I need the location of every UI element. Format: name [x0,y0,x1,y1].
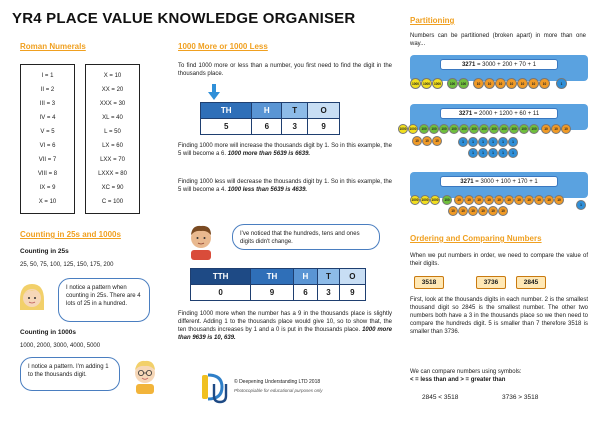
pv-digit-h: 6 [293,285,318,301]
roman-left-item: IX = 9 [39,185,56,191]
one-counter: 1 [488,137,498,147]
pv-digit-tth: 0 [191,285,251,301]
pv-digit-t: 3 [282,119,308,135]
one-counter: 1 [458,137,468,147]
pv-header-th: TH [201,103,252,119]
ten-counter: 10 [504,195,514,205]
pv-digit-t: 3 [318,285,339,301]
nine-explanation [178,310,392,342]
pv-header-h: H [252,103,282,119]
number-box-3: 2845 [516,276,546,289]
thousand-counter: 1000 [421,78,432,89]
pv-digit-o: 9 [339,285,365,301]
place-value-table-2 [190,268,366,301]
less-explanation [178,178,392,194]
hundred-counter: 100 [489,124,499,134]
ten-counter: 10 [514,195,524,205]
roman-right-item: LXX = 70 [100,157,125,163]
pv-digit-th: 9 [251,285,293,301]
partition-chips-2 [398,122,596,168]
roman-left-item: III = 3 [39,101,56,107]
thousand-counter: 1000 [398,124,408,134]
thousand-counter: 1000 [408,124,418,134]
nine-result: 1000 more than 9639 is 10, 639. [178,327,392,341]
pv-header-o: O [339,269,365,285]
footer-copyright: © Deepening Understanding LTD 2018 [234,379,321,385]
one-counter: 1 [556,78,567,89]
counting-25s-subheading: Counting in 25s [20,248,69,255]
ten-counter: 10 [517,78,528,89]
roman-right-item: LXXX = 80 [98,171,127,177]
pv-digit-h: 6 [252,119,282,135]
hundred-counter: 100 [429,124,439,134]
ten-counter: 10 [458,206,468,216]
roman-numerals-heading: Roman Numerals [20,42,86,51]
ten-counter: 10 [412,136,422,146]
hundred-counter: 100 [449,124,459,134]
number-box-2: 3736 [476,276,506,289]
ten-counter: 10 [524,195,534,205]
ten-counter: 10 [528,78,539,89]
ten-counter: 10 [484,195,494,205]
one-counter: 1 [478,137,488,147]
roman-left-item: VII = 7 [38,157,57,163]
ten-counter: 10 [488,206,498,216]
ten-counter: 10 [474,195,484,205]
roman-list-right [86,65,139,209]
comparison-1: 2845 < 3518 [422,394,459,401]
ten-counter: 10 [554,195,564,205]
hundred-counter: 100 [439,124,449,134]
more-less-intro: To find 1000 more or less than a number, you first need to find the digit in the thousands place. [178,63,392,77]
partition-chips-1 [410,75,588,93]
more-explanation [178,142,392,158]
ten-counter: 10 [473,78,484,89]
more-text: Finding 1000 more will increase the thousands digit by 1. So in this example, the 5 will become a 6. [178,143,392,157]
roman-table-right [85,64,140,214]
number-box-1: 3518 [414,276,444,289]
thousand-counter: 1000 [410,78,421,89]
pv-header-t: T [318,269,339,285]
ten-counter: 10 [498,206,508,216]
ordering-heading: Ordering and Comparing Numbers [410,234,542,243]
one-counter: 1 [468,148,478,158]
roman-right-item: XXX = 30 [99,101,126,107]
hundred-counter: 100 [499,124,509,134]
counting-1000s-sequence: 1000, 2000, 3000, 4000, 5000 [20,343,101,349]
partitioning-heading: Partitioning [410,16,455,25]
ordering-intro: When we put numbers in order, we need to compare the value of their digits. [410,253,588,267]
comparison-2: 3736 > 3518 [502,394,539,401]
one-counter: 1 [478,148,488,158]
roman-left-item: I = 1 [41,73,54,79]
ten-counter: 10 [422,136,432,146]
ten-counter: 10 [541,124,551,134]
hundred-counter: 100 [459,124,469,134]
roman-left-item: VIII = 8 [37,171,58,177]
one-counter: 1 [508,137,518,147]
girl-avatar-icon [14,280,50,316]
roman-left-item: II = 2 [40,87,55,93]
hundred-counter: 100 [458,78,469,89]
ten-counter: 10 [495,78,506,89]
pv-header-t: T [282,103,308,119]
pv-header-tth: TTH [191,269,251,285]
roman-right-item: L = 50 [104,129,121,135]
symbols-definition: < = less than and > = greater than [410,377,506,383]
deepening-understanding-logo [200,372,230,406]
hundred-counter: 100 [419,124,429,134]
ten-counter: 10 [551,124,561,134]
one-counter: 1 [468,137,478,147]
thousand-counter: 1000 [432,78,443,89]
pv-digit-o: 9 [308,119,340,135]
counting-heading: Counting in 25s and 1000s [20,230,121,239]
hundred-counter: 100 [529,124,539,134]
thousand-counter: 1000 [430,195,440,205]
less-text: Finding 1000 less will decrease the thousands digit by 1. So in this example, the 5 will become a 4. [178,179,392,193]
roman-left-item: X = 10 [38,199,57,205]
more-less-heading: 1000 More or 1000 Less [178,42,268,51]
speech-bubble-25s: I notice a pattern when counting in 25s. There are 4 lots of 25 in a hundred. [58,278,150,322]
ten-counter: 10 [478,206,488,216]
roman-left-item: VI = 6 [39,143,56,149]
roman-left-item: V = 5 [40,129,55,135]
hundred-counter: 100 [469,124,479,134]
hundred-counter: 100 [519,124,529,134]
ten-counter: 10 [539,78,550,89]
nine-text: Finding 1000 more when the number has a 9 in the thousands place is slightly different. Adding 1 to the thousands place would give 10, so to show that, the ten thousands increases by 1 and a 0 is put in the thousands place. [178,311,392,333]
roman-right-item: XX = 20 [101,87,124,93]
symbols-intro: We can compare numbers using symbols: [410,369,522,375]
boy-brown-hair-avatar-icon [182,220,220,260]
ten-counter: 10 [484,78,495,89]
ten-counter: 10 [468,206,478,216]
hundred-counter: 100 [509,124,519,134]
one-counter: 1 [498,148,508,158]
hundred-counter: 100 [479,124,489,134]
pv-header-h: H [293,269,318,285]
roman-right-item: LX = 60 [102,143,123,149]
pv-header-th: TH [251,269,293,285]
partitioning-intro: Numbers can be partitioned (broken apart) in more than one way... [410,33,586,47]
thousand-counter: 1000 [420,195,430,205]
one-counter: 1 [508,148,518,158]
footer-note: Photocopiable for educational purposes only [234,388,323,393]
one-counter: 1 [576,200,586,210]
partition-equation-2: 3271 = 2000 + 1200 + 60 + 11 [440,108,558,119]
thousand-counter: 1000 [410,195,420,205]
page-title: YR4 PLACE VALUE KNOWLEDGE ORGANISER [12,10,356,27]
roman-table-left [20,64,75,214]
roman-right-item: C = 100 [101,199,124,205]
speech-bubble-noticed: I've noticed that the hundreds, tens and ones digits didn't change. [232,224,380,250]
ten-counter: 10 [454,195,464,205]
ordering-explanation: First, look at the thousands digits in each number. 2 is the smallest thousand digit so 2845 is the smallest number. The other two numbers both have a 3 in the thousands place so we then need to compare the hundreds digit. 5 is smaller than 7 therefore 3518 is smaller than 3736. [410,297,588,335]
ten-counter: 10 [544,195,554,205]
partition-equation-3: 3271 = 3000 + 100 + 170 + 1 [440,176,558,187]
hundred-counter: 100 [442,195,452,205]
more-result: 1000 more than 5639 is 6639. [227,151,311,157]
roman-list-left [21,65,74,209]
counting-25s-sequence: 25, 50, 75, 100, 125, 150, 175, 200 [20,262,114,268]
roman-right-item: XL = 40 [102,115,123,121]
ten-counter: 10 [506,78,517,89]
ten-counter: 10 [448,206,458,216]
speech-bubble-1000s: I notice a pattern. I'm adding 1 to the thousands digit. [20,357,120,391]
ten-counter: 10 [561,124,571,134]
place-value-table-1 [200,102,340,135]
down-arrow-icon [208,84,220,100]
one-counter: 1 [498,137,508,147]
roman-right-item: X = 10 [103,73,122,79]
ten-counter: 10 [464,195,474,205]
ten-counter: 10 [494,195,504,205]
partition-equation-1: 3271 = 3000 + 200 + 70 + 1 [440,59,558,70]
pv-header-o: O [308,103,340,119]
one-counter: 1 [488,148,498,158]
ten-counter: 10 [534,195,544,205]
ten-counter: 10 [432,136,442,146]
roman-right-item: XC = 90 [101,185,124,191]
less-result: 1000 less than 5639 is 4639. [227,187,308,193]
counting-1000s-subheading: Counting in 1000s [20,329,76,336]
hundred-counter: 100 [447,78,458,89]
partition-chips-3 [410,194,588,218]
boy-avatar-icon [128,356,162,394]
pv-digit-th: 5 [201,119,252,135]
roman-left-item: IV = 4 [39,115,56,121]
